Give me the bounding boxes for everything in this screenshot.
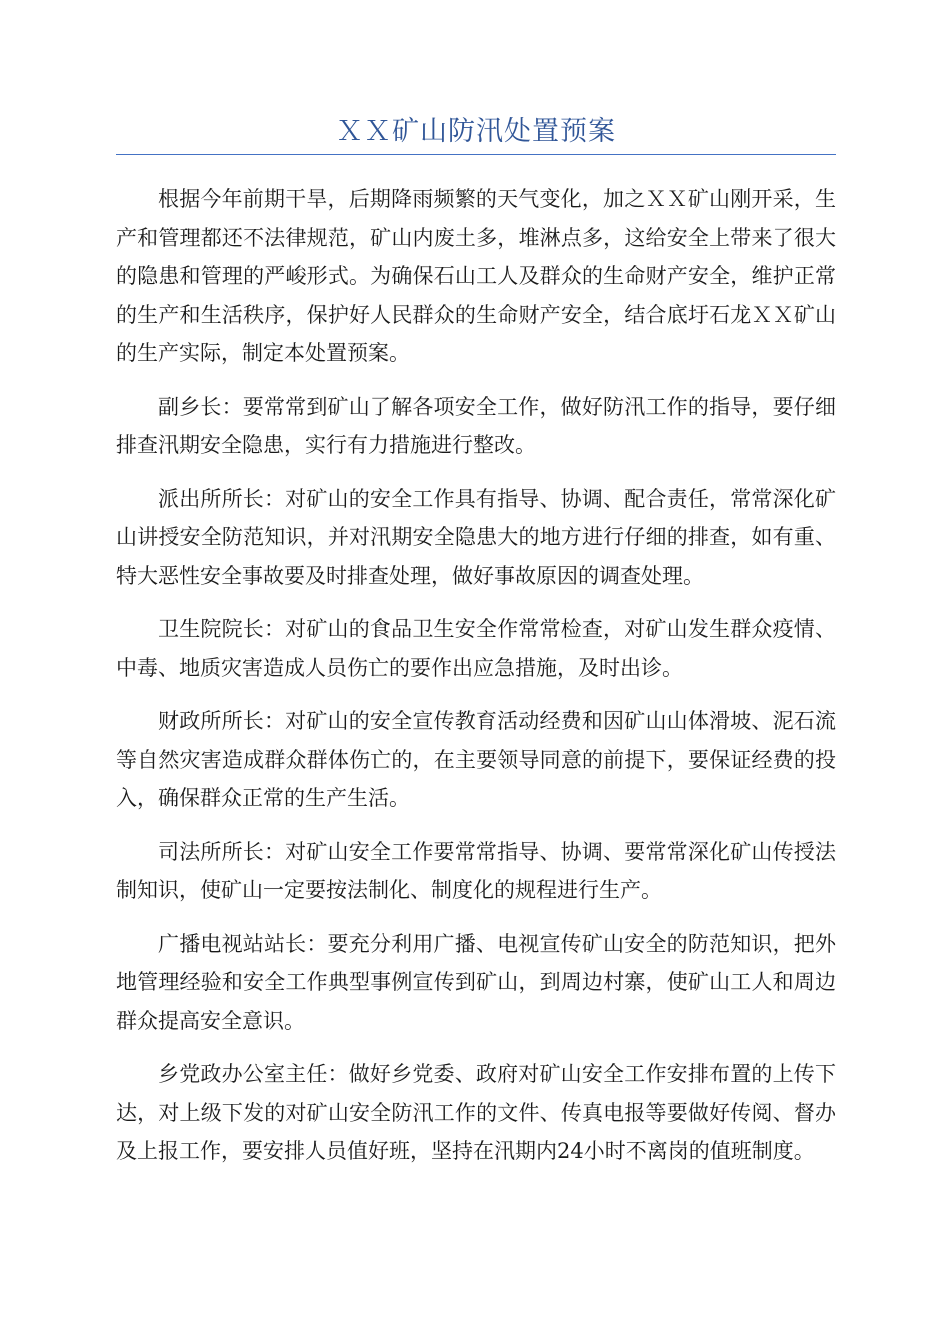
- paragraph-finance-office-head: 财政所所长：对矿山的安全宣传教育活动经费和因矿山山体滑坡、泥石流等自然灾害造成群众群体伤亡的，在主要领导同意的前提下，要保证经费的投入，确保群众正常的生产生活。: [116, 709, 836, 810]
- document-title: ＸＸ矿山防汛处置预案: [336, 116, 616, 147]
- title-underline: [116, 154, 836, 155]
- paragraph-health-center-head: 卫生院院长：对矿山的食品卫生安全作常常检查，对矿山发生群众疫情、中毒、地质灾害造成人员伤亡的要作出应急措施，及时出诊。: [116, 617, 836, 680]
- paragraph-judicial-office-head: 司法所所长：对矿山安全工作要常常指导、协调、要常常深化矿山传授法制知识，使矿山一定要按法制化、制度化的规程进行生产。: [116, 839, 836, 902]
- paragraph-police-station-head: 派出所所长：对矿山的安全工作具有指导、协调、配合责任，常常深化矿山讲授安全防范知识，并对汛期安全隐患大的地方进行仔细的排查，如有重、特大恶性安全事故要及时排查处理，做好事故原因的调查处理。: [116, 486, 836, 588]
- paragraph-broadcast-station-head: 广播电视站站长：要充分利用广播、电视宣传矿山安全的防范知识，把外地管理经验和安全工作典型事例宣传到矿山，到周边村寨，使矿山工人和周边群众提高安全意识。: [116, 931, 836, 1033]
- paragraph-office-director: 乡党政办公室主任：做好乡党委、政府对矿山安全工作安排布置的上传下达，对上级下发的对矿山安全防汛工作的文件、传真电报等要做好传阅、督办及上报工作，要安排人员值好班，坚持在汛期内24小时不离岗的值班制度。: [116, 1062, 836, 1163]
- paragraph-deputy-township-head: 副乡长：要常常到矿山了解各项安全工作，做好防汛工作的指导，要仔细排查汛期安全隐患，实行有力措施进行整改。: [116, 394, 836, 457]
- paragraph-intro: 根据今年前期干旱，后期降雨频繁的天气变化，加之ＸＸ矿山刚开采，生产和管理都还不法律规范，矿山内废土多，堆淋点多，这给安全上带来了很大的隐患和管理的严峻形式。为确保石山工人及群众的生命财产安全，维护正常的生产和生活秩序，保护好人民群众的生命财产安全，结合底圩石龙ＸＸ矿山的生产实际，制定本处置预案。: [116, 187, 836, 365]
- document-body: [116, 180, 836, 1186]
